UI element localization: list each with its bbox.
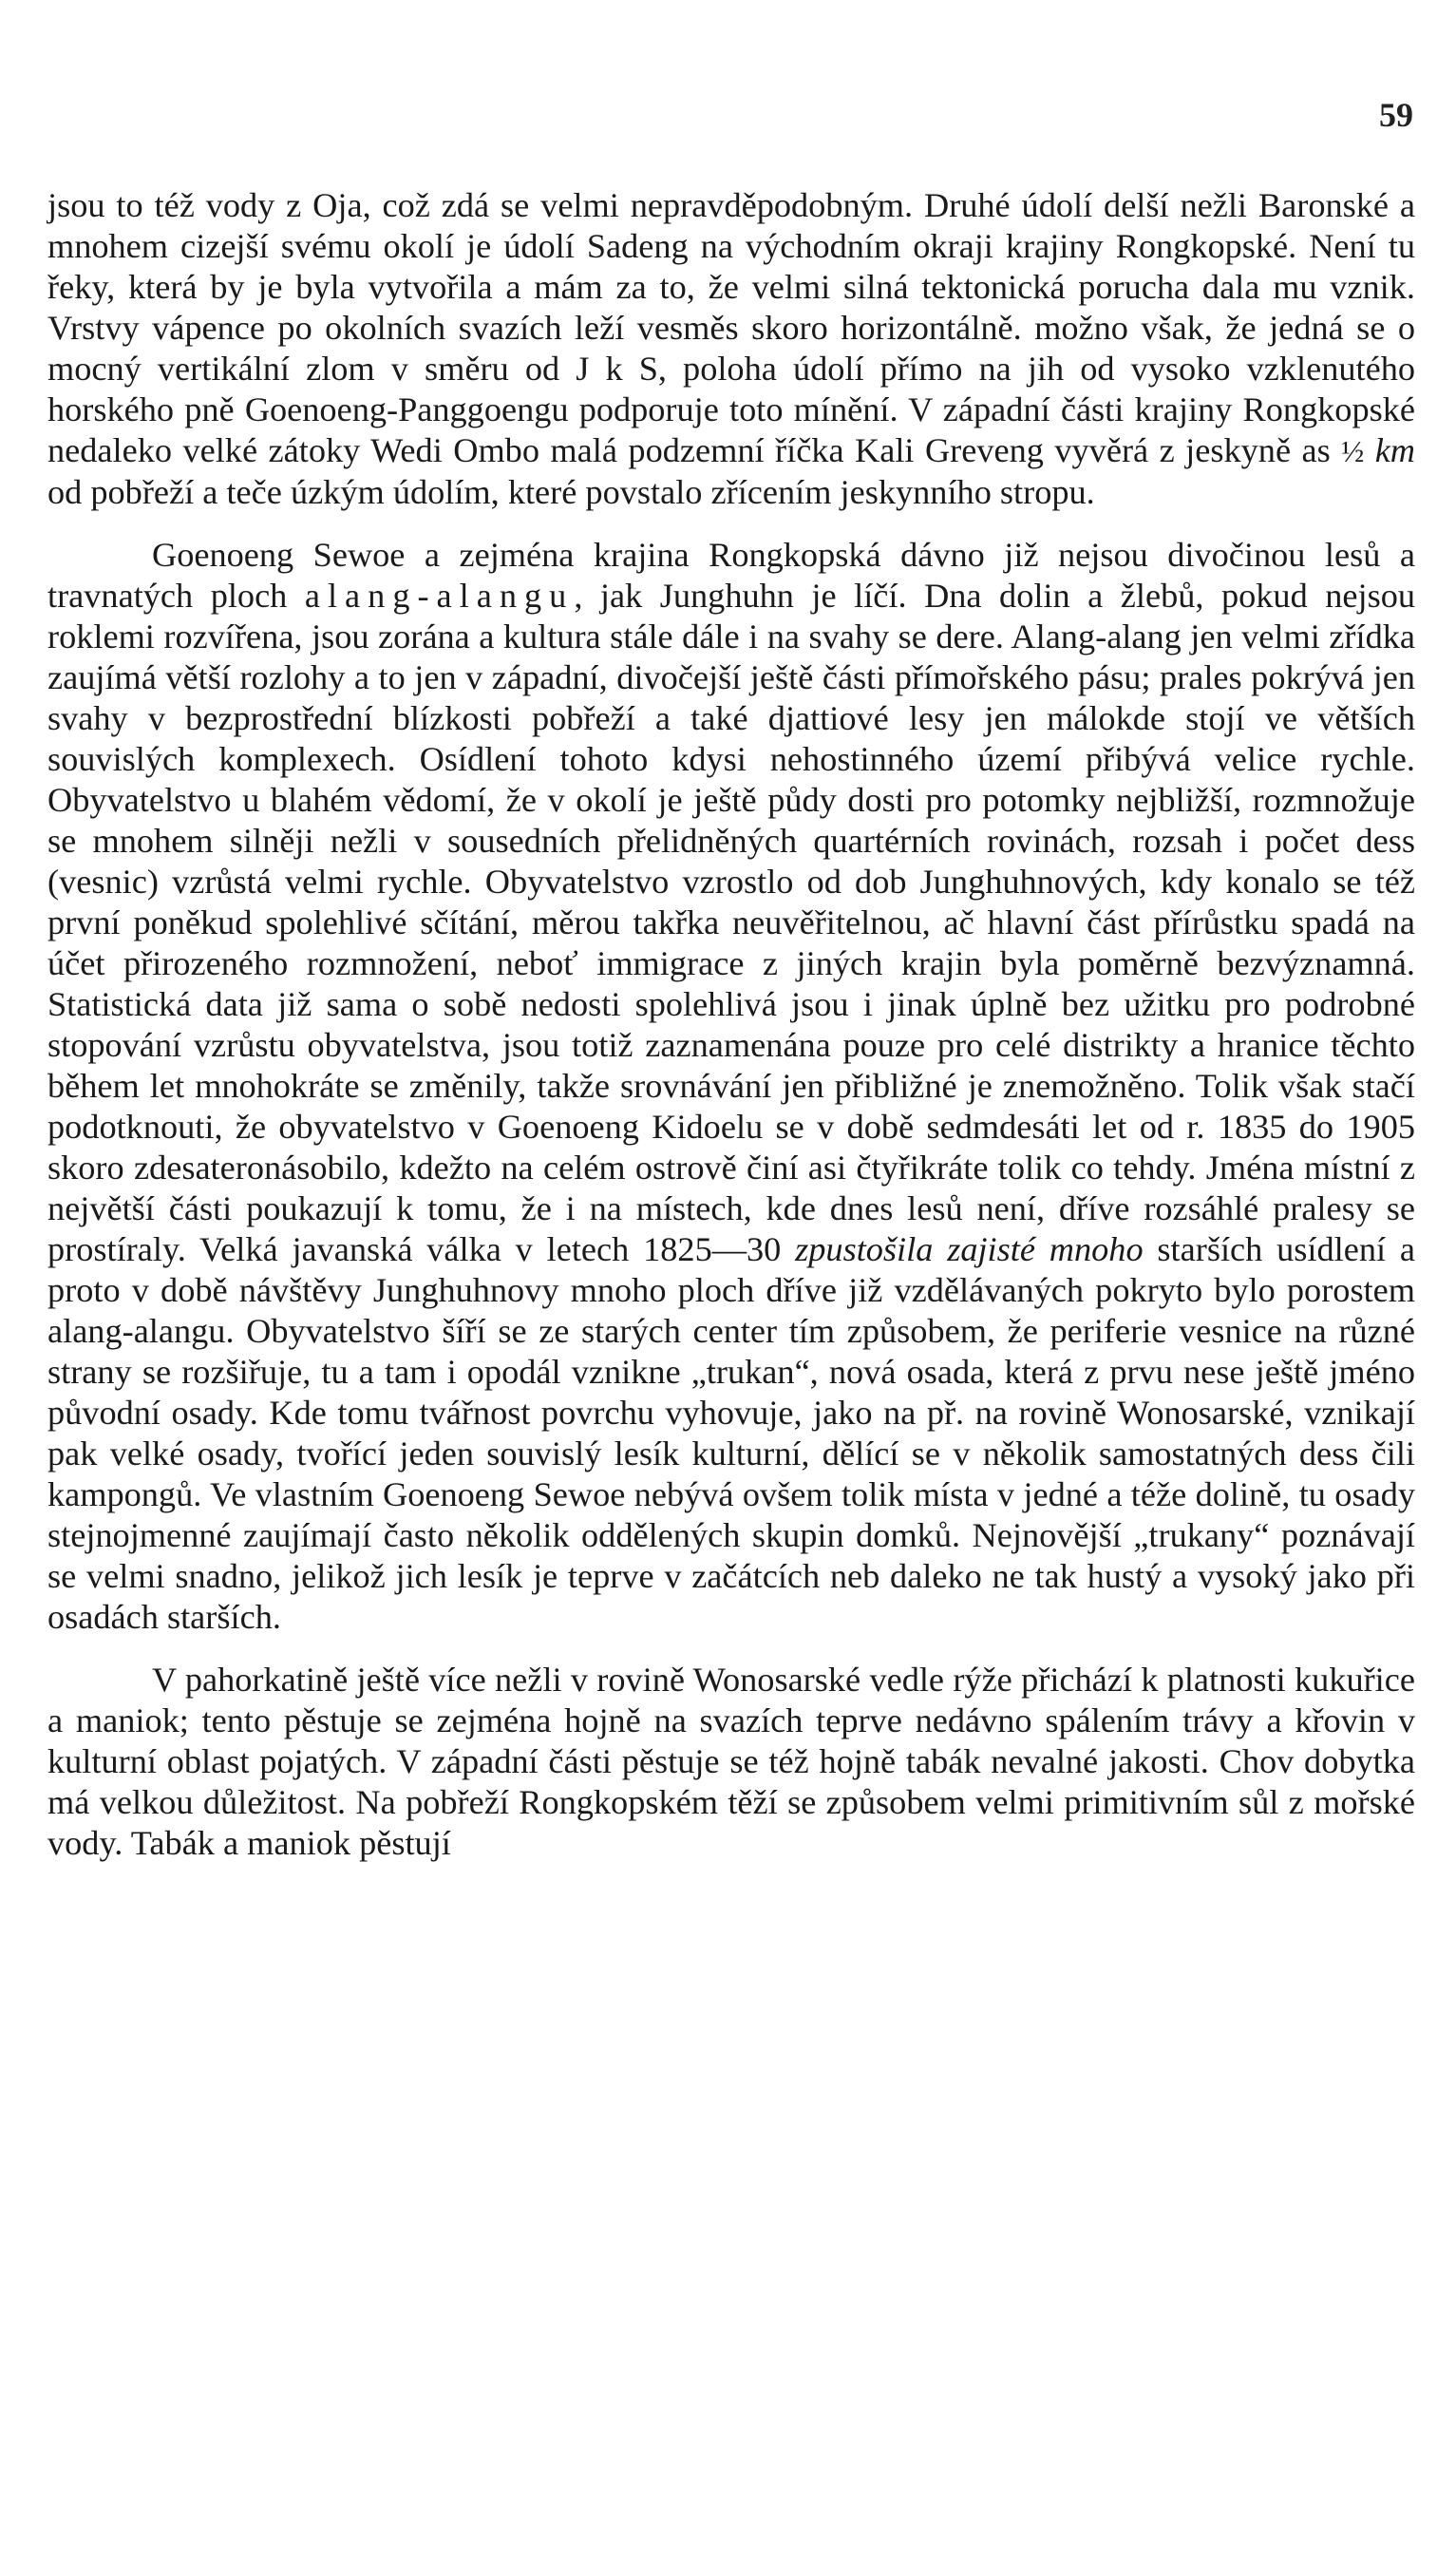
paragraph-3: V pahorkatině ještě více nežli v rovině Wonosarské vedle rýže přichází k platnosti kukuřice a maniok; tento pěstuje se zejména hojně na svazích teprve nedávno spálením trávy a křovin v kulturní oblast pojatých. V západní části pěstuje se též hojně tabák nevalné jakosti. Chov dobytka má velkou důležitost. Na pobřeží Rongkopském těží se způsobem velmi primitivním sůl z mořské vody. Tabák a maniok pěstují: [47, 1661, 1415, 1862]
unit-km: km: [1374, 431, 1416, 469]
paragraph-2-text-a: Goenoeng Sewoe a zejména krajina Rongkopská dávno již nejsou divočinou lesů a travnatých ploch: [47, 536, 1415, 615]
paragraph-1-text-b: od pobřeží a teče úzkým údolím, které povstalo zřícením jeskynního stropu.: [47, 473, 1095, 511]
paragraph-1: [47, 185, 1415, 513]
paragraph-1-text-a: jsou to též vody z Oja, což zdá se velmi nepravděpodobným. Druhé údolí delší nežli Baronské a mnohem cizejší svému okolí je údolí Sadeng na východním okraji krajiny Rongkopské. Není tu řeky, která by je byla vytvořila a mám za to, že velmi silná tektonická porucha dala mu vznik. Vrstvy vápence po okolních svazích leží vesměs skoro horizontálně. možno však, že jedná se o mocný vertikální zlom v směru od J k S, poloha údolí přímo na jih od vysoko vzklenutého horského pně Goenoeng-Panggoengu podporuje toto mínění. V západní části krajiny Rongkopské nedaleko velké zátoky Wedi Ombo malá podzemní říčka Kali Greveng vyvěrá z jeskyně as: [47, 186, 1415, 469]
fraction: ½: [1341, 434, 1365, 468]
paragraph-2-text-b: , jak Junghuhn je líčí. Dna dolin a žlebů, pokud nejsou roklemi rozvířena, jsou zorána a kultura stále dále i na svahy se dere. Alang-alang jen velmi zřídka zaujímá větší rozlohy a to jen v západní, divočejší ještě části přímořského pásu; prales pokrývá jen svahy v bezprostřední blízkosti pobřeží a také djattiové lesy jen málokde stojí ve větších souvislých komplexech. Osídlení tohoto kdysi nehostinného území přibývá velice rychle. Obyvatelstvo u blahém vědomí, že v okolí je ještě půdy dosti pro potomky nejbližší, rozmnožuje se mnohem silněji nežli v sousedních přelidněných quartérních rovinách, rozsah i počet dess (vesnic) vzrůstá velmi rychle. Obyvatelstvo vzrostlo od dob Junghuhnových, kdy konalo se též první poněkud spolehlivé sčítání, měrou takřka neuvěřitelnou, ač hlavní část přírůstku spadá na účet přirozeného rozmnožení, neboť immigrace z jiných krajin byla poměrně bezvýznamná. Statistická data již sama o sobě nedosti spolehlivá jsou i jinak úplně bez užitku pro podrobné stopování vzrůstu obyvatelstva, jsou totiž zaznamenána pouze pro celé distrikty a hranice těchto během let mnohokráte se změnily, takže srovnávání jen přibližné je znemožněno. Tolik však stačí podotknouti, že obyvatelstvo v Goenoeng Kidoelu se v době sedmdesáti let od r. 1835 do 1905 skoro zdesateronásobilo, kdežto na celém ostrově činí asi čtyřikráte tolik co tehdy. Jména místní z největší části poukazují k tomu, že i na místech, kde dnes lesů není, dříve rozsáhlé pralesy se prostíraly. Velká javanská válka v letech 1825—30: [47, 577, 1415, 1268]
page-body: [47, 185, 1415, 1864]
paragraph-2: [47, 535, 1415, 1638]
paragraph-2-text-c: starších usídlení a proto v době návštěvy Junghuhnovy mnoho ploch dříve již vzdělávaných pokryto bylo porostem alang-alangu. Obyvatelstvo šíří se ze starých center tím způsobem, že periferie vesnice na různé strany se rozšiřuje, tu a tam i opodál vznikne „trukan“, nová osada, která z prvu nese ještě jméno původní osady. Kde tomu tvářnost povrchu vyhovuje, jako na př. na rovině Wonosarské, vznikají pak velké osady, tvořící jeden souvislý lesík kulturní, dělící se v několik samostatných dess čili kampongů. Ve vlastním Goenoeng Sewoe nebývá ovšem tolik místa v jedné a téže dolině, tu osady stejnojmenné zaujímají často několik oddělených skupin domků. Nejnovější „trukany“ poznávají se velmi snadno, jelikož jich lesík je teprve v začátcích neb daleko ne tak hustý a vysoký jako při osadách starších.: [47, 1230, 1415, 1636]
spaced-term-alang-alangu: alang-alangu: [304, 577, 575, 615]
italic-phrase: zpustošila zajisté mnoho: [795, 1230, 1144, 1268]
page-number: 59: [1379, 96, 1413, 134]
